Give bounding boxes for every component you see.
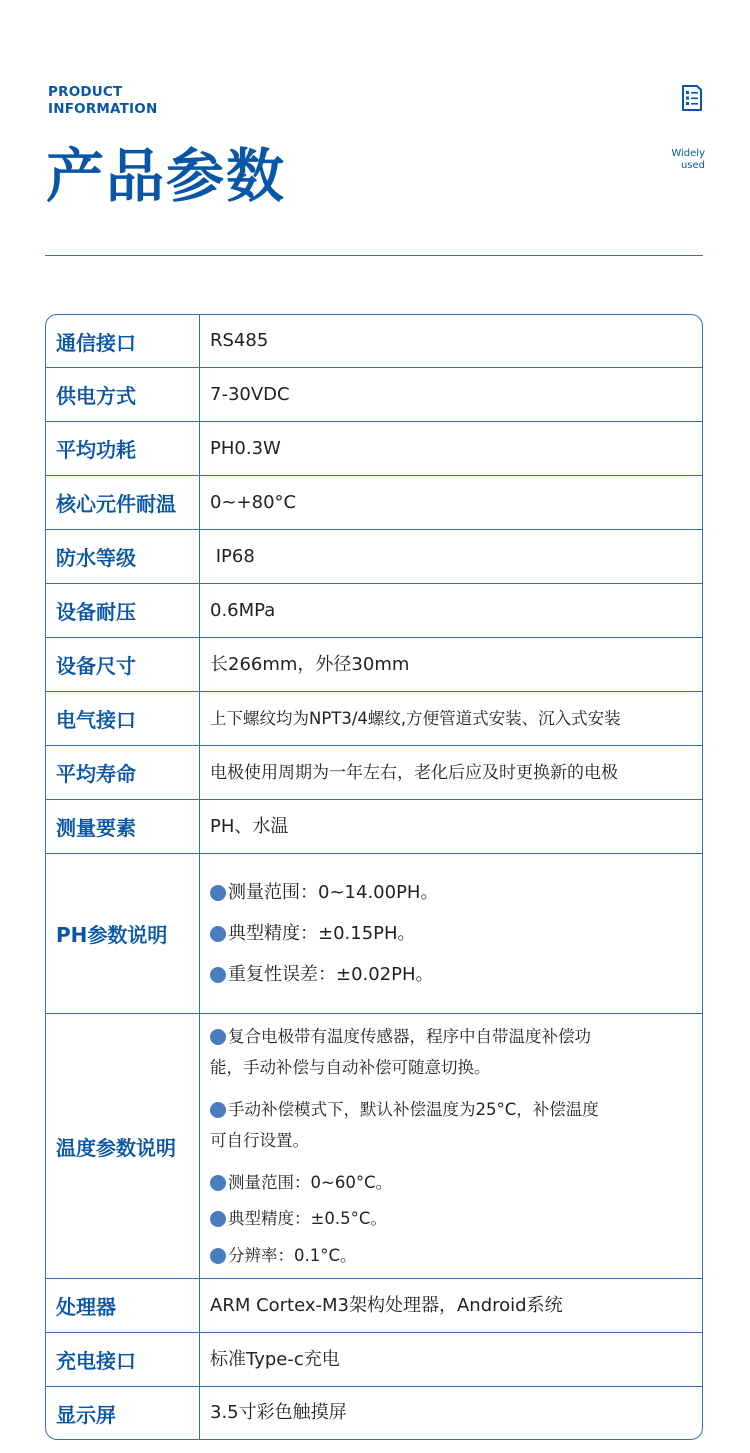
table-row (46, 421, 702, 475)
table-row (46, 583, 702, 637)
spec-value: ARM Cortex-M3架构处理器，Android系统 (210, 1294, 563, 1316)
list-item: 典型精度：±0.15PH。 (210, 913, 702, 954)
spec-label: 充电接口 (46, 1333, 200, 1386)
spec-value: 标准Type-c充电 (210, 1348, 340, 1370)
spec-label: 通信接口 (46, 315, 200, 367)
table-row (46, 799, 702, 853)
list-item: 分辨率：0.1°C。 (210, 1237, 702, 1274)
table-row (46, 691, 702, 745)
header-divider (45, 255, 703, 256)
table-row (46, 637, 702, 691)
table-row (46, 529, 702, 583)
bullet-dot-icon (210, 967, 226, 983)
spec-label: 供电方式 (46, 368, 200, 421)
spec-value: 长266mm，外径30mm (210, 653, 410, 675)
spec-label: 防水等级 (46, 530, 200, 583)
spec-label: 平均寿命 (46, 746, 200, 799)
spec-label: 设备尺寸 (46, 638, 200, 691)
spec-label: 电气接口 (46, 692, 200, 745)
heading-line-product: PRODUCT (48, 84, 123, 100)
list-item-continuation: 可自行设置。 (210, 1130, 309, 1150)
spec-label: 核心元件耐温 (46, 476, 200, 529)
spec-label: 测量要素 (46, 800, 200, 853)
widely-used-tag (671, 148, 705, 172)
spec-value: 7-30VDC (210, 383, 290, 405)
bullet-dot-icon (210, 1211, 226, 1227)
page-title: 产品参数 (46, 142, 287, 210)
table-row (46, 315, 702, 367)
spec-value: PH、水温 (210, 815, 289, 837)
tag-line-widely: Widely (671, 148, 705, 159)
ph-params-list (200, 854, 702, 1013)
list-item: 重复性误差：±0.02PH。 (210, 954, 702, 995)
list-item-continuation: 能，手动补偿与自动补偿可随意切换。 (210, 1057, 491, 1077)
spec-label: 平均功耗 (46, 422, 200, 475)
tag-line-used: used (680, 160, 705, 171)
bullet-dot-icon (210, 885, 226, 901)
spec-label: 温度参数说明 (46, 1014, 200, 1278)
list-item: 复合电极带有温度传感器，程序中自带温度补偿功 (210, 1018, 702, 1055)
bullet-dot-icon (210, 1248, 226, 1264)
heading-line-information: INFORMATION (48, 101, 158, 117)
spec-label: 处理器 (46, 1279, 200, 1332)
spec-value: 3.5寸彩色触摸屏 (210, 1402, 347, 1423)
bullet-dot-icon (210, 1175, 226, 1191)
spec-table (45, 314, 703, 1440)
list-item: 典型精度：±0.5°C。 (210, 1201, 702, 1238)
spec-label: 设备耐压 (46, 584, 200, 637)
temp-params-list (200, 1014, 702, 1278)
table-row-ph-params (46, 853, 702, 1013)
table-row (46, 1386, 702, 1439)
table-row-temp-params (46, 1013, 702, 1278)
spec-value: RS485 (210, 330, 269, 351)
spec-label: PH参数说明 (46, 854, 200, 1013)
bullet-dot-icon (210, 1102, 226, 1118)
spec-value: IP68 (210, 545, 255, 567)
spec-value: PH0.3W (210, 437, 281, 459)
bullet-dot-icon (210, 1029, 226, 1045)
list-item: 测量范围：0~14.00PH。 (210, 872, 702, 913)
bullet-dot-icon (210, 926, 226, 942)
list-item: 测量范围：0~60°C。 (210, 1164, 702, 1201)
spec-value: 上下螺纹均为NPT3/4螺纹,方便管道式安装、沉入式安装 (210, 708, 621, 728)
spec-value: 电极使用周期为一年左右，老化后应及时更换新的电极 (210, 762, 618, 783)
spec-value: 0.6MPa (210, 599, 276, 621)
table-row (46, 745, 702, 799)
document-list-icon (680, 84, 704, 112)
table-row (46, 1278, 702, 1332)
table-row (46, 1332, 702, 1386)
table-row (46, 367, 702, 421)
table-row (46, 475, 702, 529)
spec-value: 0~+80°C (210, 491, 297, 513)
spec-label: 显示屏 (46, 1387, 200, 1439)
product-information-heading (48, 84, 157, 118)
list-item: 手动补偿模式下，默认补偿温度为25°C，补偿温度 (210, 1091, 702, 1128)
